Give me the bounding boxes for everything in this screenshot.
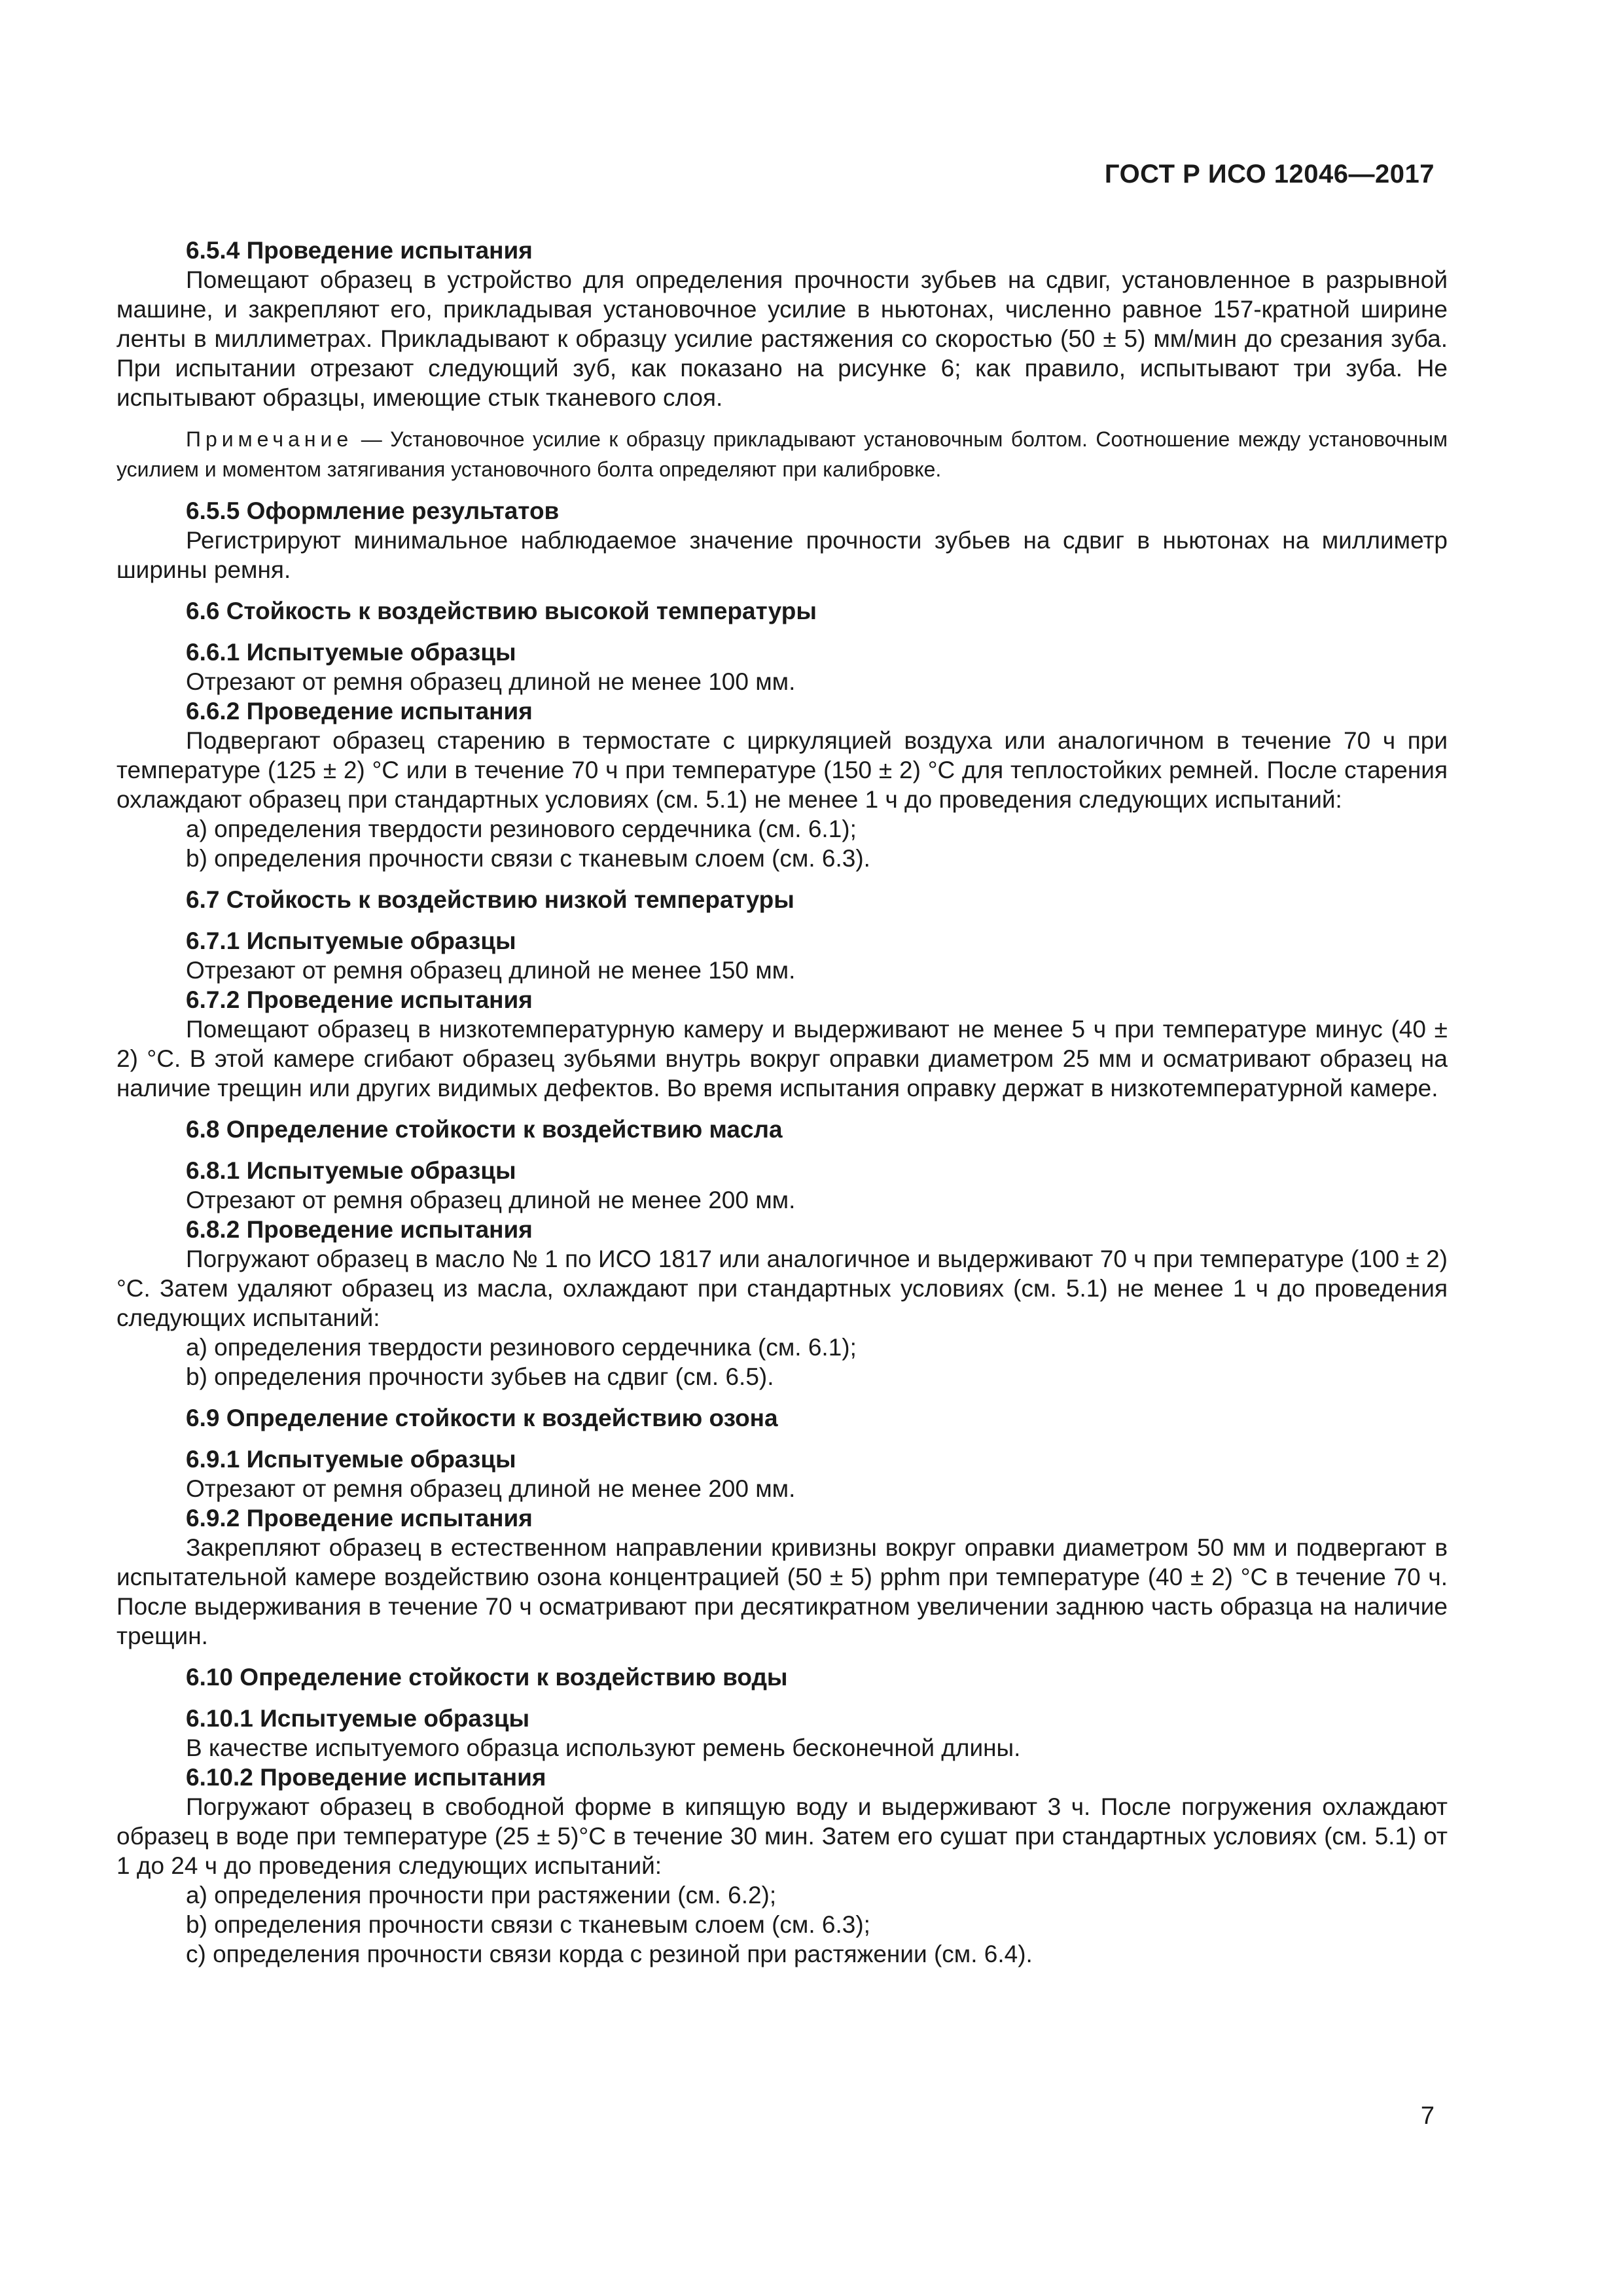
- paragraph-6-6-1: Отрезают от ремня образец длиной не менее 100 мм.: [186, 668, 796, 695]
- heading-6-9: 6.9 Определение стойкости к воздействию озона: [186, 1405, 778, 1431]
- heading-6-8-2: 6.8.2 Проведение испытания: [186, 1216, 533, 1243]
- paragraph-6-6-2: Подвергают образец старению в термостате с циркуляцией воздуха или аналогичном в течение 70 ч при температуре (125 ± 2) °С или в течение 70 ч при температуре (150 ± 2) °С для теплостойких ремней. После старения охлаждают образец при стандартных условиях (см. 5.1) не менее 1 ч до проведения следующих испытаний:: [116, 727, 1448, 813]
- paragraph-6-10-2: Погружают образец в свободной форме в кипящую воду и выдерживают 3 ч. После погружения охлаждают образец в воде при температуре (25 ± 5)°С в течение 30 мин. Затем его сушат при стандартных условиях (см. 5.1) от 1 до 24 ч до проведения следующих испытаний:: [116, 1793, 1448, 1879]
- list-item: b) определения прочности связи с тканевым слоем (см. 6.3).: [186, 845, 870, 872]
- paragraph-6-5-5: Регистрируют минимальное наблюдаемое значение прочности зубьев на сдвиг в ньютонах на миллиметр ширины ремня.: [116, 527, 1448, 583]
- page-number: 7: [1420, 2102, 1435, 2130]
- list-item: b) определения прочности связи с тканевым слоем (см. 6.3);: [186, 1911, 870, 1938]
- document-id: ГОСТ Р ИСО 12046—2017: [1104, 160, 1435, 188]
- heading-6-5-5: 6.5.5 Оформление результатов: [186, 497, 560, 524]
- paragraph-6-10-1: В качестве испытуемого образца используют ремень бесконечной длины.: [186, 1734, 1021, 1761]
- heading-6-10: 6.10 Определение стойкости к воздействию воды: [186, 1664, 788, 1691]
- heading-6-5-4: 6.5.4 Проведение испытания: [186, 237, 533, 264]
- heading-6-7-2: 6.7.2 Проведение испытания: [186, 986, 533, 1013]
- heading-6-10-1: 6.10.1 Испытуемые образцы: [186, 1705, 530, 1732]
- heading-6-6: 6.6 Стойкость к воздействию высокой температуры: [186, 598, 817, 624]
- list-item: c) определения прочности связи корда с резиной при растяжении (см. 6.4).: [186, 1941, 1033, 1967]
- heading-6-8-1: 6.8.1 Испытуемые образцы: [186, 1157, 516, 1184]
- heading-6-6-1: 6.6.1 Испытуемые образцы: [186, 639, 516, 666]
- list-item: b) определения прочности зубьев на сдвиг (см. 6.5).: [186, 1363, 774, 1390]
- note-text: — Установочное усилие к образцу прикладывают установочным болтом. Соотношение между установочным усилием и моментом затягивания установочного болта определяют при калибровке.: [116, 427, 1448, 481]
- note-label: Примечание: [186, 427, 353, 451]
- paragraph-6-8-1: Отрезают от ремня образец длиной не менее 200 мм.: [186, 1187, 796, 1213]
- paragraph-6-9-1: Отрезают от ремня образец длиной не менее 200 мм.: [186, 1475, 796, 1502]
- list-item: a) определения прочности при растяжении (см. 6.2);: [186, 1882, 777, 1909]
- heading-6-9-2: 6.9.2 Проведение испытания: [186, 1505, 533, 1532]
- document-body: [116, 236, 1448, 1969]
- heading-6-6-2: 6.6.2 Проведение испытания: [186, 698, 533, 725]
- list-item: a) определения твердости резинового сердечника (см. 6.1);: [186, 1334, 857, 1361]
- heading-6-10-2: 6.10.2 Проведение испытания: [186, 1764, 546, 1791]
- paragraph-6-7-2: Помещают образец в низкотемпературную камеру и выдерживают не менее 5 ч при температуре минус (40 ± 2) °С. В этой камере сгибают образец зубьями внутрь вокруг оправки диаметром 25 мм и осматривают образец на наличие трещин или других видимых дефектов. Во время испытания оправку держат в низкотемпературной камере.: [116, 1016, 1448, 1102]
- paragraph-6-8-2: Погружают образец в масло № 1 по ИСО 1817 или аналогичное и выдерживают 70 ч при температуре (100 ± 2) °С. Затем удаляют образец из масла, охлаждают при стандартных условиях (см. 5.1) не менее 1 ч до проведения следующих испытаний:: [116, 1246, 1448, 1331]
- heading-6-7: 6.7 Стойкость к воздействию низкой температуры: [186, 886, 794, 913]
- paragraph-6-7-1: Отрезают от ремня образец длиной не менее 150 мм.: [186, 957, 796, 984]
- list-item: a) определения твердости резинового сердечника (см. 6.1);: [186, 816, 857, 842]
- paragraph-6-5-4: Помещают образец в устройство для определения прочности зубьев на сдвиг, установленное в разрывной машине, и закрепляют его, прикладывая установочное усилие в ньютонах, численно равное 157-кратной ширине ленты в миллиметрах. Прикладывают к образцу усилие растяжения со скоростью (50 ± 5) мм/мин до срезания зуба. При испытании отрезают следующий зуб, как показано на рисунке 6; как правило, испытывают три зуба. Не испытывают образцы, имеющие стык тканевого слоя.: [116, 266, 1448, 411]
- heading-6-7-1: 6.7.1 Испытуемые образцы: [186, 927, 516, 954]
- heading-6-9-1: 6.9.1 Испытуемые образцы: [186, 1446, 516, 1473]
- heading-6-8: 6.8 Определение стойкости к воздействию масла: [186, 1116, 783, 1143]
- note: [116, 424, 1448, 484]
- paragraph-6-9-2: Закрепляют образец в естественном направлении кривизны вокруг оправки диаметром 50 мм и подвергают в испытательной камере воздействию озона концентрацией (50 ± 5) pphm при температуре (40 ± 2) °С в течение 70 ч. После выдерживания в течение 70 ч осматривают при десятикратном увеличении заднюю часть образца на наличие трещин.: [116, 1534, 1448, 1649]
